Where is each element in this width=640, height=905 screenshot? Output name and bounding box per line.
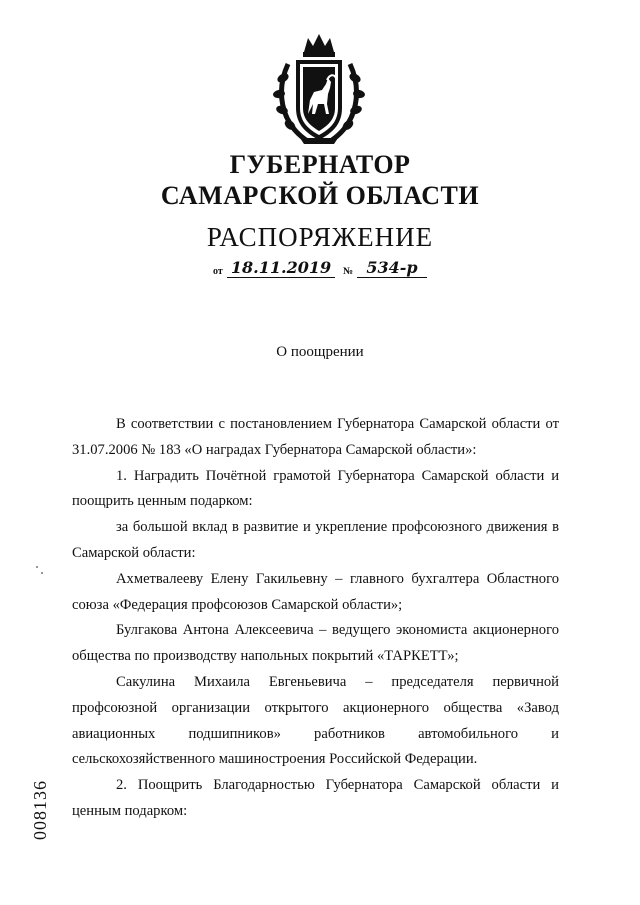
number-value: 534-р: [357, 258, 427, 278]
authority-title-line1: ГУБЕРНАТОР: [229, 150, 411, 179]
date-label: от: [213, 266, 223, 277]
scan-speck: [36, 566, 38, 568]
paragraph-preamble: В соответствии с постановлением Губернатора Самарской области от 31.07.2006 № 183 «О наградах Губернатора Самарской области»:: [72, 416, 559, 458]
serial-number: 008136: [30, 780, 50, 840]
paragraph-reason: за большой вклад в развитие и укрепление профсоюзного движения в Самарской области:: [72, 519, 559, 561]
date-value: 18.11.2019: [227, 258, 335, 278]
scan-speck: [41, 572, 43, 574]
paragraph-item-1: 1. Наградить Почётной грамотой Губернатора Самарской области и поощрить ценным подарком:: [72, 467, 559, 510]
document-type: РАСПОРЯЖЕНИЕ: [206, 222, 434, 252]
paragraph-awardee-1: Ахметвалееву Елену Гакильевну – главного бухгалтера Областного союза «Федерация профсоюзов Самарской области»;: [72, 570, 559, 613]
document-body: [72, 412, 559, 825]
document-subject: О поощрении: [276, 344, 364, 360]
samara-coat-of-arms-icon: [270, 30, 368, 152]
paragraph-awardee-2: Булгакова Антона Алексеевича – ведущего экономиста акционерного общества по производству напольных покрытий «ТАРКЕТТ»;: [72, 622, 559, 665]
paragraph-awardee-3: Сакулина Михаила Евгеньевича – председателя первичной профсоюзной организации открытого акционерного общества «Завод авиационных подшипников» работников автомобильного и сельскохозяйственного машиностроения Российской Федерации.: [72, 673, 559, 768]
paragraph-item-2: 2. Поощрить Благодарностью Губернатора Самарской области и ценным подарком:: [72, 777, 559, 819]
number-label: №: [343, 266, 354, 277]
authority-title-line2: САМАРСКОЙ ОБЛАСТИ: [160, 181, 480, 210]
